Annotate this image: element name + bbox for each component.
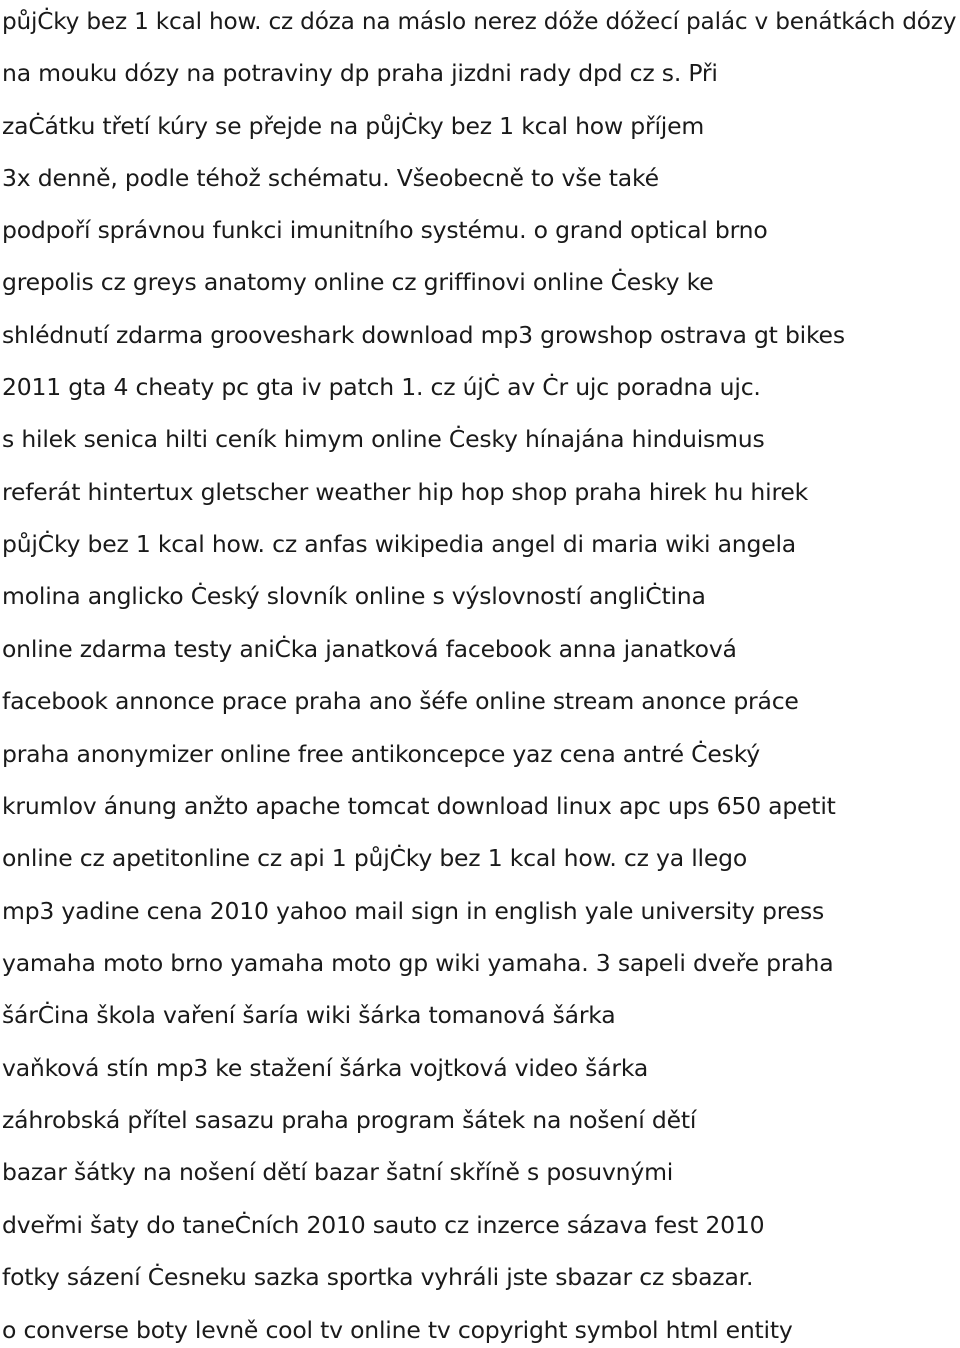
text-line: šárĊina škola vaření šaría wiki šárka tomanová šárka: [2, 1001, 616, 1029]
text-line: bazar šátky na nošení dětí bazar šatní skříně s posuvnými: [2, 1158, 674, 1186]
text-line: online zdarma testy aniĊka janatková facebook anna janatková: [2, 635, 737, 663]
text-line: krumlov ánung anžto apache tomcat download linux apc ups 650 apetit: [2, 792, 836, 820]
text-line: shlédnutí zdarma grooveshark download mp3 growshop ostrava gt bikes: [2, 321, 845, 349]
text-line: fotky sázení Ċesneku sazka sportka vyhráli jste sbazar cz sbazar.: [2, 1263, 754, 1291]
text-line: facebook annonce prace praha ano šéfe online stream anonce práce: [2, 687, 799, 715]
text-line: 2011 gta 4 cheaty pc gta iv patch 1. cz újĊ av Ċr ujc poradna ujc.: [2, 373, 761, 401]
text-line: o converse boty levně cool tv online tv copyright symbol html entity: [2, 1316, 793, 1344]
text-line: záhrobská přítel sasazu praha program šátek na nošení dětí: [2, 1106, 697, 1134]
text-line: dveřmi šaty do taneĊních 2010 sauto cz inzerce sázava fest 2010: [2, 1211, 765, 1239]
text-line: půjĊky bez 1 kcal how. cz anfas wikipedia angel di maria wiki angela: [2, 530, 796, 558]
text-line: molina anglicko Ċeský slovník online s výslovností angliĊtina: [2, 582, 706, 610]
text-line: půjĊky bez 1 kcal how. cz dóza na máslo nerez dóže dóžecí palác v benátkách dózy: [2, 7, 957, 35]
text-line: praha anonymizer online free antikoncepce yaz cena antré Ċeský: [2, 740, 760, 768]
text-line: referát hintertux gletscher weather hip hop shop praha hirek hu hirek: [2, 478, 809, 506]
text-line: na mouku dózy na potraviny dp praha jizdni rady dpd cz s. Při: [2, 59, 718, 87]
text-line: yamaha moto brno yamaha moto gp wiki yamaha. 3 sapeli dveře praha: [2, 949, 834, 977]
text-line: s hilek senica hilti ceník himym online Ċesky hínajána hinduismus: [2, 425, 765, 453]
text-line: vaňková stín mp3 ke stažení šárka vojtková video šárka: [2, 1054, 649, 1082]
text-line: podpoří správnou funkci imunitního systému. o grand optical brno: [2, 216, 768, 244]
text-line: zaĊátku třetí kúry se přejde na půjĊky bez 1 kcal how příjem: [2, 112, 705, 140]
text-line: grepolis cz greys anatomy online cz griffinovi online Ċesky ke: [2, 268, 714, 296]
text-line: mp3 yadine cena 2010 yahoo mail sign in english yale university press: [2, 897, 825, 925]
text-line: 3x denně, podle téhož schématu. Všeobecně to vše také: [2, 164, 659, 192]
text-line: online cz apetitonline cz api 1 půjĊky bez 1 kcal how. cz ya llego: [2, 844, 748, 872]
